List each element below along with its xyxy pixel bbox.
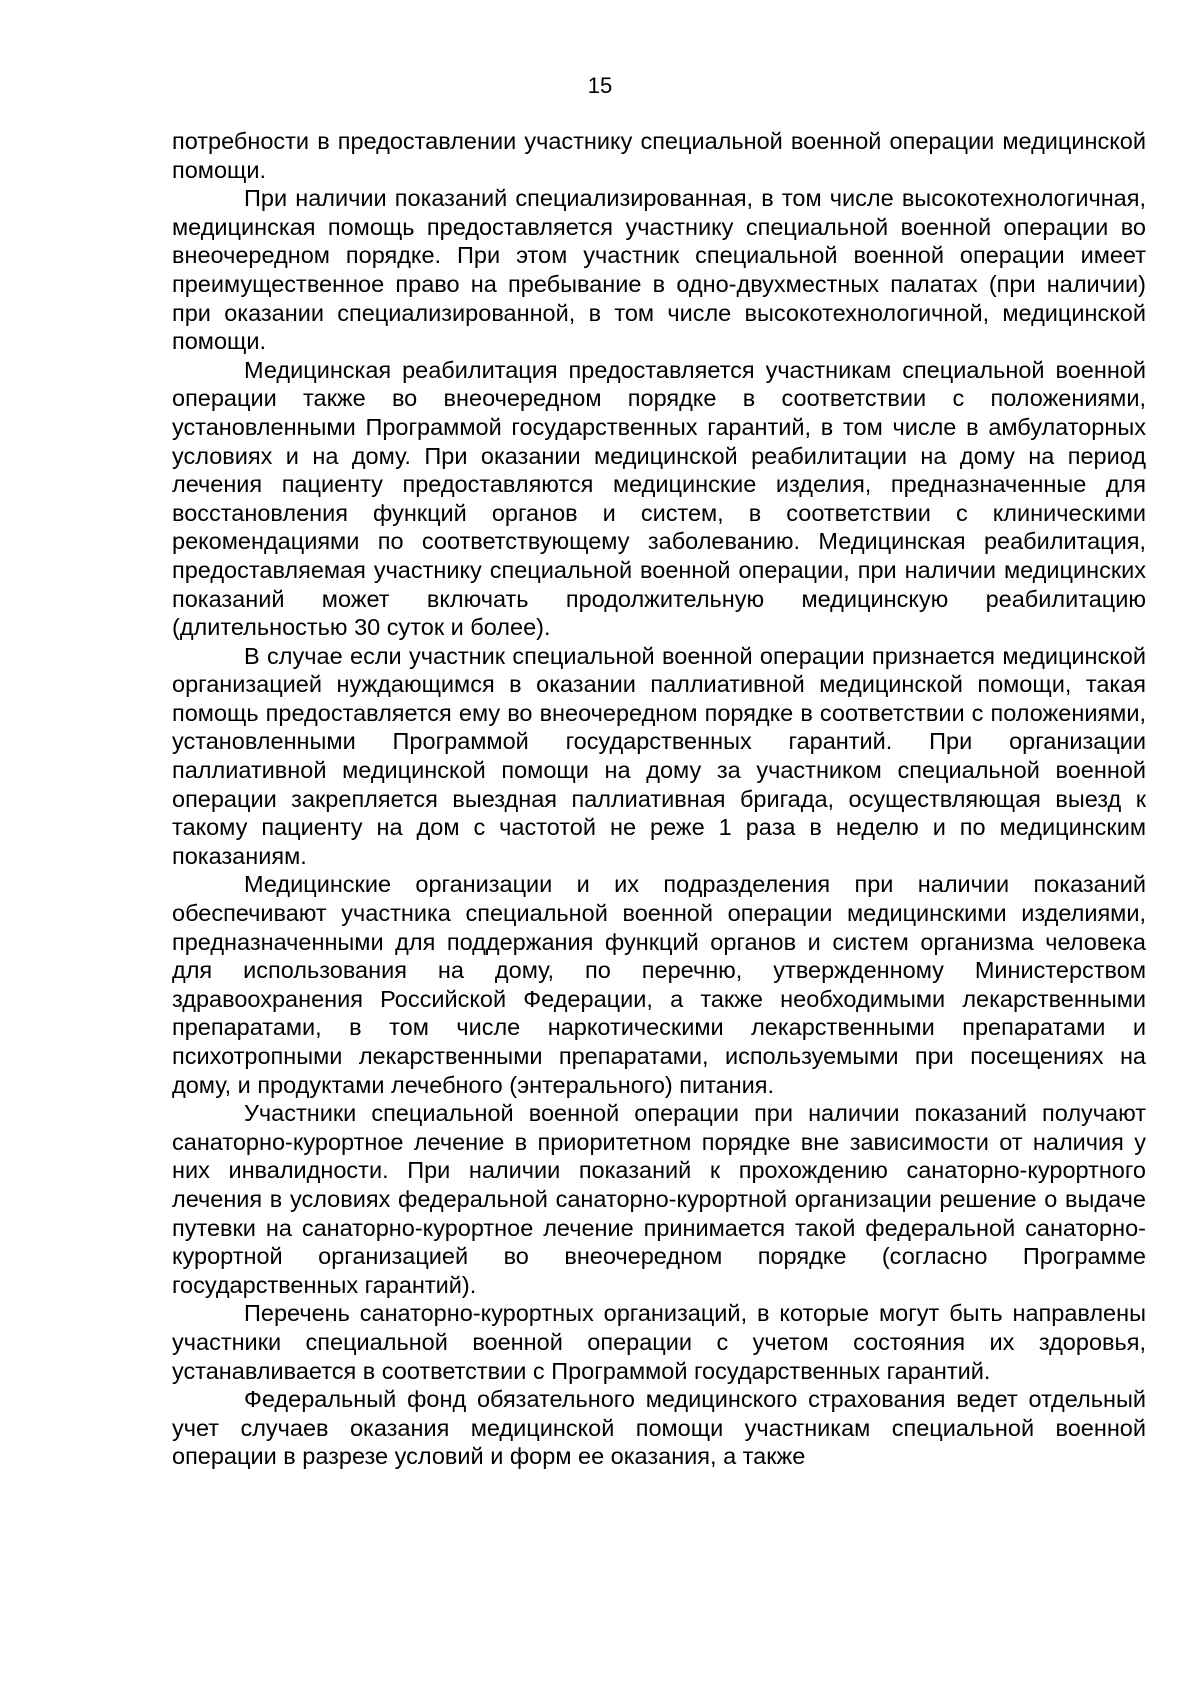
paragraph-specialized-care: При наличии показаний специализированная, в том числе высокотехнологичная, медицинская помощь предоставляется участнику специальной военной операции во внеочередном порядке. При этом участник специальной военной операции имеет преимущественное право на пребывание в одно-двухместных палатах (при наличии) при оказании специализированной, в том числе высокотехнологичной, медицинской помощи. [172,185,1146,355]
document-body [172,127,1146,1471]
paragraph-sanatorium-treatment: Участники специальной военной операции при наличии показаний получают санаторно-курортное лечение в приоритетном порядке вне зависимости от наличия у них инвалидности. При наличии показаний к прохождению санаторно-курортного лечения в условиях федеральной санаторно-курортной организации решение о выдаче путевки на санаторно-курортное лечение принимается такой федеральной санаторно-курортной организацией во внеочередном порядке (согласно Программе государственных гарантий). [172,1100,1146,1298]
paragraph-palliative-care: В случае если участник специальной военной операции признается медицинской организацией нуждающимся в оказании паллиативной медицинской помощи, такая помощь предоставляется ему во внеочередном порядке в соответствии с положениями, установленными Программой государственных гарантий. При организации паллиативной медицинской помощи на дому за участником специальной военной операции закрепляется выездная паллиативная бригада, осуществляющая выезд к такому пациенту на дом с частотой не реже 1 раза в неделю и по медицинским показаниям. [172,642,1146,869]
paragraph-insurance-fund: Федеральный фонд обязательного медицинского страхования ведет отдельный учет случаев оказания медицинской помощи участникам специальной военной операции в разрезе условий и форм ее оказания, а также [172,1386,1146,1470]
paragraph-sanatorium-list: Перечень санаторно-курортных организаций, в которые могут быть направлены участники специальной военной операции с учетом состояния их здоровья, устанавливается в соответствии с Программой государственных гарантий. [172,1300,1146,1384]
paragraph-medical-devices: Медицинские организации и их подразделения при наличии показаний обеспечивают участника специальной военной операции медицинскими изделиями, предназначенными для поддержания функций органов и систем организма человека для использования на дому, по перечню, утвержденному Министерством здравоохранения Российской Федерации, а также необходимыми лекарственными препаратами, в том числе наркотическими лекарственными препаратами и психотропными лекарственными препаратами, используемыми при посещениях на дому, и продуктами лечебного (энтерального) питания. [172,871,1146,1098]
paragraph-continuation: потребности в предоставлении участнику специальной военной операции медицинской помощи. [172,128,1146,183]
paragraph-medical-rehabilitation: Медицинская реабилитация предоставляется участникам специальной военной операции также во внеочередном порядке в соответствии с положениями, установленными Программой государственных гарантий, в том числе в амбулаторных условиях и на дому. При оказании медицинской реабилитации на дому на период лечения пациенту предоставляются медицинские изделия, предназначенные для восстановления функций органов и систем, в соответствии с клиническими рекомендациями по соответствующему заболеванию. Медицинская реабилитация, предоставляемая участнику специальной военной операции, при наличии медицинских показаний может включать продолжительную медицинскую реабилитацию (длительностью 30 суток и более). [172,356,1146,641]
page-number: 15 [587,73,613,98]
